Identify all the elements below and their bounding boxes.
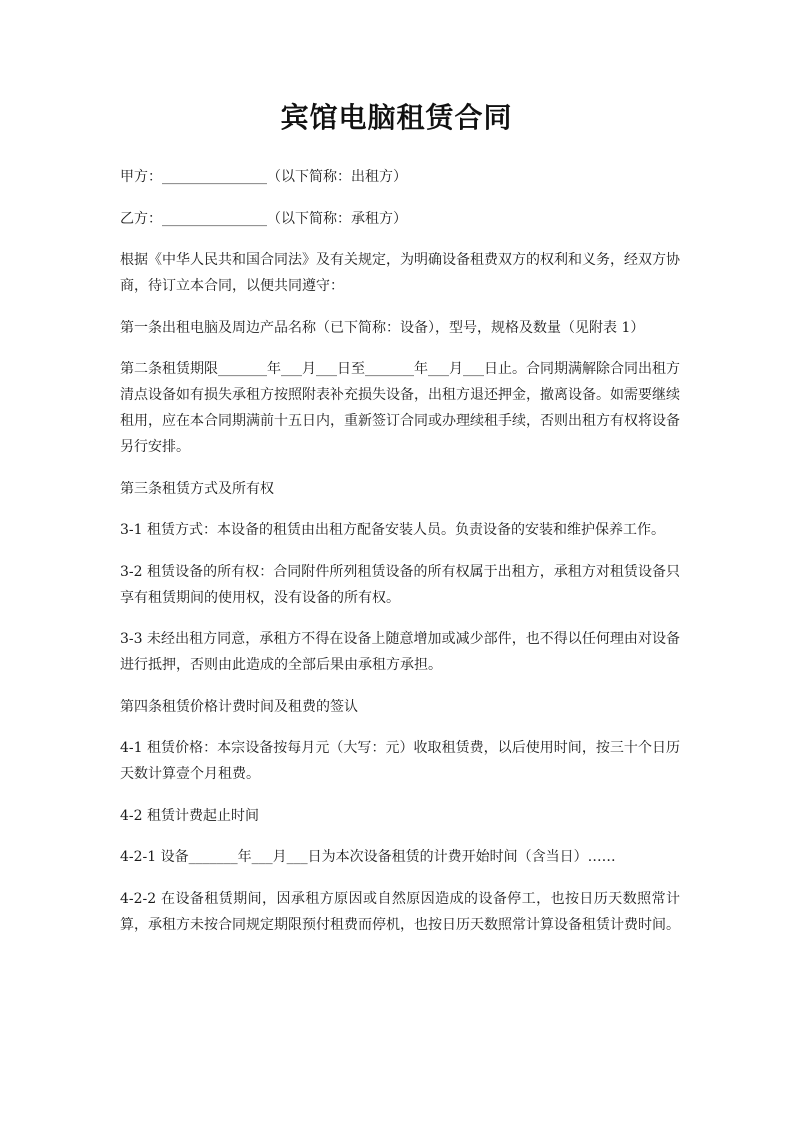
article-4-heading: 第四条租赁价格计费时间及租费的签认	[120, 698, 358, 715]
clause-4-2-2: 4-2-2 在设备租赁期间，因承租方原因或自然原因造成的设备停工，也按日历天数照常计算，承租方未按合同规定期限预付租费而停机，也按日历天数照常计算设备租赁计费时间。	[120, 890, 680, 933]
clause-4-1: 4-1 租赁价格：本宗设备按每月元（大写：元）收取租赁费，以后使用时间，按三十个日历天数计算壹个月租费。	[120, 740, 680, 782]
clause-4-2: 4-2 租赁计费起止时间	[120, 807, 259, 824]
clause-3-3: 3-3 未经出租方同意，承租方不得在设备上随意增加或减少部件，也不得以任何理由对设备进行抵押，否则由此造成的全部后果由承租方承担。	[120, 631, 680, 673]
document-body	[120, 164, 680, 953]
document-title: 宾馆电脑租赁合同	[280, 101, 513, 134]
party-a-line: 甲方：_______________（以下简称：出租方）	[120, 169, 407, 185]
party-b-line: 乙方：_______________（以下简称：承租方）	[120, 210, 407, 227]
article-1: 第一条出租电脑及周边产品名称（已下简称：设备），型号，规格及数量（见附表 1）	[120, 319, 645, 336]
clause-3-2: 3-2 租赁设备的所有权：合同附件所列租赁设备的所有权属于出租方，承租方对租赁设备只享有租赁期间的使用权，没有设备的所有权。	[120, 563, 680, 606]
article-2: 第二条租赁期限_______年___月___日至_______年___月___日止。合同期满解除合同出租方清点设备如有损失承租方按照附表补充损失设备，出租方退还押金，撤离设备。如需要继续租用，应在本合同期满前十五日内，重新签订合同或办理续租手续，否则出租方有权将设备另行安排。	[120, 361, 680, 455]
clause-3-1: 3-1 租赁方式：本设备的租赁由出租方配备安装人员。负责设备的安装和维护保养工作。	[120, 522, 665, 538]
article-3-heading: 第三条租赁方式及所有权	[120, 480, 274, 497]
clause-4-2-1: 4-2-1 设备_______年___月___日为本次设备租赁的计费开始时间（含当日）……	[120, 849, 616, 865]
preamble-paragraph: 根据《中华人民共和国合同法》及有关规定，为明确设备租费双方的权利和义务，经双方协商，待订立本合同，以便共同遵守：	[120, 252, 680, 294]
